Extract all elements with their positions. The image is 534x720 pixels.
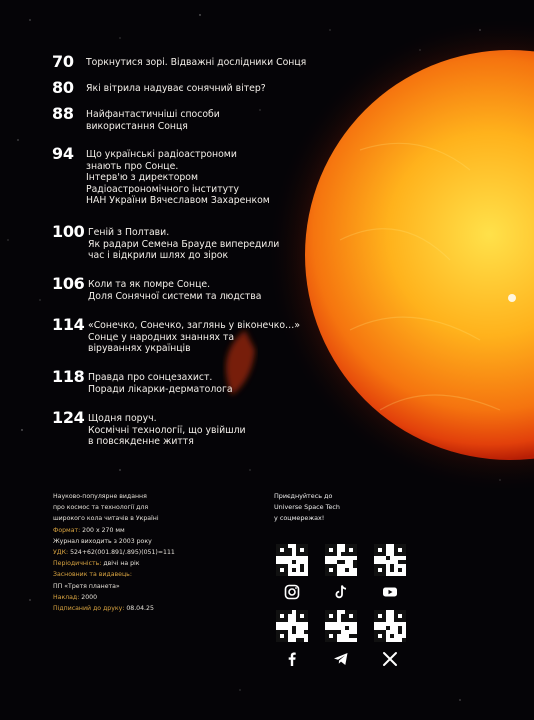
toc-title: Геній з Полтави. Як радари Семена Брауде випередили час і відкрили шлях до зірок bbox=[88, 227, 280, 261]
toc-page-number: 100 bbox=[52, 222, 85, 241]
toc-title: Коли та як помре Сонце. Доля Сонячної системи та людства bbox=[88, 279, 262, 302]
qr-pattern bbox=[374, 610, 406, 642]
toc-title: Торкнутися зорі. Відважні дослідники Сонця bbox=[86, 57, 307, 68]
toc-page-number: 124 bbox=[52, 408, 85, 427]
qr-code-youtube[interactable] bbox=[374, 544, 406, 576]
toc-page-number: 118 bbox=[52, 367, 85, 386]
facebook-icon[interactable] bbox=[284, 651, 300, 667]
imprint-format: Формат: 200 х 270 мм bbox=[53, 526, 125, 534]
telegram-icon[interactable] bbox=[333, 651, 349, 667]
qr-code-instagram[interactable] bbox=[276, 544, 308, 576]
toc-entry-124[interactable] bbox=[52, 410, 246, 448]
toc-entry-70[interactable] bbox=[52, 54, 306, 70]
social-block bbox=[274, 491, 434, 525]
qr-pattern bbox=[276, 544, 308, 576]
tiktok-icon[interactable] bbox=[333, 584, 349, 600]
toc-title: Щодня поруч. Космічні технології, що увійшли в повсякденне життя bbox=[88, 413, 246, 447]
toc-title: Що українські радіоастрономи знають про Сонце. Інтерв'ю з директором Радіоастрономічного інституту НАН України Вячеславом Захаренком bbox=[86, 149, 270, 206]
qr-pattern bbox=[374, 544, 406, 576]
imprint-founder-label: Засновник та видавець: bbox=[53, 571, 132, 579]
imprint-line: Науково-популярне видання bbox=[53, 493, 147, 500]
imprint-block bbox=[53, 491, 233, 614]
x-icon[interactable] bbox=[382, 651, 398, 667]
toc-entry-106[interactable] bbox=[52, 276, 261, 302]
toc-entry-114[interactable] bbox=[52, 317, 300, 355]
toc-title: Які вітрила надуває сонячний вітер? bbox=[86, 83, 266, 94]
toc-entry-80[interactable] bbox=[52, 80, 266, 96]
qr-pattern bbox=[276, 610, 308, 642]
toc-page-number: 114 bbox=[52, 315, 85, 334]
toc-page-number: 94 bbox=[52, 144, 74, 163]
imprint-signed: Підписаний до друку: 08.04.25 bbox=[53, 605, 154, 613]
imprint-line: широкого кола читачів в Україні bbox=[53, 515, 159, 523]
imprint-since: Журнал виходить з 2003 року bbox=[53, 537, 152, 545]
toc-page-number: 88 bbox=[52, 104, 74, 123]
imprint-founder: ПП «Третя планета» bbox=[53, 582, 120, 590]
youtube-icon[interactable] bbox=[382, 584, 398, 600]
toc-entry-88[interactable] bbox=[52, 106, 220, 132]
toc-title: Найфантастичніші способи використання Сонця bbox=[86, 109, 220, 132]
qr-code-tiktok[interactable] bbox=[325, 544, 357, 576]
imprint-circulation: Наклад: 2000 bbox=[53, 593, 98, 601]
toc-page-number: 80 bbox=[52, 78, 74, 97]
imprint-line: про космос та технології для bbox=[53, 504, 149, 512]
qr-code-telegram[interactable] bbox=[325, 610, 357, 642]
toc-title: «Сонечко, Сонечко, заглянь у віконечко…» Сонце у народних знаннях та віруваннях українців bbox=[88, 320, 301, 354]
imprint-periodicity: Періодичність: двічі на рік bbox=[53, 560, 140, 568]
qr-pattern bbox=[325, 610, 357, 642]
qr-pattern bbox=[325, 544, 357, 576]
toc-title: Правда про сонцезахист. Поради лікарки-дерматолога bbox=[88, 372, 233, 395]
qr-code-facebook[interactable] bbox=[276, 610, 308, 642]
toc-entry-94[interactable] bbox=[52, 146, 270, 207]
join-text: Приєднуйтесь до Universe Space Tech у соцмережах! bbox=[274, 492, 340, 523]
toc-page-number: 106 bbox=[52, 274, 85, 293]
qr-code-x[interactable] bbox=[374, 610, 406, 642]
toc-entry-118[interactable] bbox=[52, 369, 233, 395]
instagram-icon[interactable] bbox=[284, 584, 300, 600]
toc-entry-100[interactable] bbox=[52, 224, 279, 262]
toc-page-number: 70 bbox=[52, 52, 74, 71]
imprint-udc: УДК: 524+62(001.891/.895)(051)=111 bbox=[53, 549, 175, 557]
